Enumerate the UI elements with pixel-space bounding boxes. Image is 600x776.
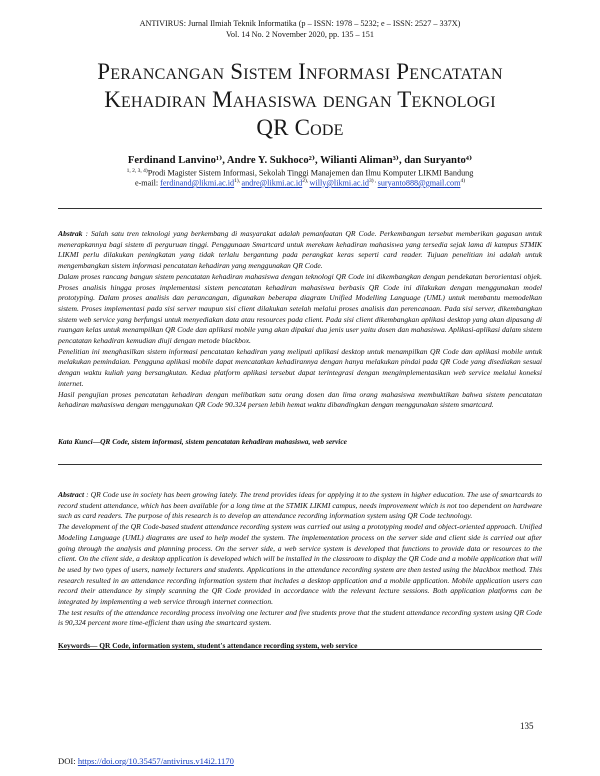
- abstract-en-paragraph-2: The development of the QR Code-based student attendance recording system was carried out using a prototyping model and object-oriented approach. Unified Modeling Language (UML) diagrams are used to help model the system. The implementation process on the server side and client side is carried out after going through the analysis and planning process. On the server side, a web service system is developed that functions to provide data or resources to the client. On the client side, a desktop application is developed which will be installed in the classroom to display the QR Code and a mobile application that will be used by two types of users, namely lecturers and students. Applications in the attendance recording system are then tested using the blackbox method. This research resulted in an attendance recording information system that includes a desktop application and a mobile application. Mobile application users can record their attendance by simply scanning the QR Code provided in accordance with the relevant lecture sessions. Both application platforms can be integrated by implementing a web service through internet connection.: [58, 522, 542, 607]
- page-number: 135: [520, 721, 534, 731]
- doi-label: DOI:: [58, 756, 78, 766]
- email-sup-4: 4): [460, 178, 466, 184]
- abstract-id-paragraph-4: Hasil pengujian proses pencatatan kehadiran dengan melibatkan satu orang dosen dan lima orang mahasiswa membuktikan bahwa sistem pencatatan kehadiran mahasiswa dengan menggunakan QR Code 90.324 persen lebih hemat waktu dibandingkan dengan menggunakan sistem smartcard.: [58, 389, 542, 410]
- email-sup-1: 1),: [234, 178, 242, 184]
- title-line-3: QR Code: [256, 115, 344, 140]
- abstract-id-text-1: : Salah satu tren teknologi yang berkembang di masyarakat adalah pemanfaatan QR Code. Perkembangan tersebut memberikan gagasan untuk menerapkannya bagi sistem di perguruan tinggi. Penggunaan Smartcard untuk merekam kehadiran mahasiswa yang tersedia sejak lama di kampus STMIK LIKMI perlu dilakukan peningkatan yang tidak terlalu bergantung pada perangkat keras seperti card reader. Tujuan penelitian ini adalah untuk mengembangkan sistem informasi pencatatan kehadiran yang menggunakan QR Code.: [58, 229, 542, 271]
- email-link-3[interactable]: willy@likmi.ac.id: [309, 178, 369, 188]
- abstract-id-label: Abstrak: [58, 229, 83, 238]
- doi-line: [58, 756, 234, 766]
- journal-volume-line: Vol. 14 No. 2 November 2020, pp. 135 – 151: [226, 30, 374, 39]
- email-sup-2: 2),: [302, 178, 310, 184]
- keywords-english: Keywords— QR Code, information system, student's attendance recording system, web service: [58, 641, 358, 650]
- email-link-2[interactable]: andre@likmi.ac.id: [241, 178, 303, 188]
- abstract-en-label: Abstract: [58, 490, 85, 499]
- affiliation: [0, 168, 600, 178]
- email-link-1[interactable]: ferdinand@likmi.ac.id: [160, 178, 235, 188]
- abstract-id-paragraph-3: Penelitian ini menghasilkan sistem informasi pencatatan kehadiran yang meliputi aplikasi desktop untuk menampilkan QR Code dan aplikasi mobile untuk melakukan pemindaian. Pengguna aplikasi mobile dapat mencatatkan kehadirannya dengan hanya melakukan pindai pada QR Code yang disediakan sesuai dengan waktu kuliah yang bersangkutan. Kedua platform aplikasi tersebut dapat terintegrasi dengan mengimplementasikan web service melalui koneksi internet.: [58, 346, 542, 388]
- title-line-2: Kehadiran Mahasiswa dengan Teknologi: [104, 87, 496, 112]
- abstract-indonesian: [58, 229, 542, 411]
- email-list: [0, 178, 600, 188]
- abstract-english: [58, 490, 542, 629]
- email-sup-3: 3) ,: [368, 178, 378, 184]
- abstract-en-paragraph-1: [58, 490, 542, 522]
- paper-title: [40, 58, 560, 142]
- keywords-indonesian: Kata Kunci—QR Code, sistem informasi, sistem pencatatan kehadiran mahasiswa, web service: [58, 437, 347, 446]
- divider-top: [58, 208, 542, 209]
- affiliation-sup: 1, 2, 3, 4): [126, 168, 148, 174]
- divider-middle: [58, 464, 542, 465]
- abstract-id-paragraph-1: [58, 229, 542, 272]
- author-list: Ferdinand Lanvino¹⁾, Andre Y. Sukhoco²⁾, Wilianti Aliman³⁾, dan Suryanto⁴⁾: [127, 155, 473, 166]
- title-line-1: Perancangan Sistem Informasi Pencatatan: [97, 59, 503, 84]
- doi-link[interactable]: https://doi.org/10.35457/antivirus.v14i2.1170: [77, 756, 234, 766]
- abstract-en-paragraph-3: The test results of the attendance recording process involving one lecturer and five students prove that the student attendance recording system using QR Code is 90,324 percent more time-efficient than using the smartcard system.: [58, 607, 542, 628]
- email-link-4[interactable]: suryanto888@gmail.com: [377, 178, 461, 188]
- affiliation-text: Prodi Magister Sistem Informasi, Sekolah Tinggi Manajemen dan Ilmu Komputer LIKMI Bandung: [147, 168, 474, 178]
- email-label: e-mail:: [134, 178, 161, 188]
- abstract-id-paragraph-2: Dalam proses rancang bangun sistem pencatatan kehadiran mahasiswa dengan teknologi QR Code ini dikembangkan dengan pendekatan berorientasi objek. Proses analisis hingga proses implementasi sistem pencatatan kehadiran mahasiswa berbasis QR Code ini dilakukan dengan menggunakan model prototyping. Dalam proses analisis dan perancangan, digunakan beberapa diagram Unified Modelling Language (UML) untuk membantu memodelkan sistem. Proses implementasi pada sisi server maupun sisi client dilakukan setelah melalui proses analisis dan perencanaan. Pada sisi server, dikembangkan sistem web service yang berfungsi untuk menyediakan data atau resources pada client. Pada sisi client dikembangkan aplikasi desktop yang akan dipasang di ruangan kelas untuk menampilkan QR Code dan aplikasi mobile yang akan dipakai dua jenis user yaitu dosen dan mahasiswa. Aplikasi-aplikasi dalam sistem pencatatan kehadiran kemudian diuji dengan metode blackbox.: [58, 271, 542, 346]
- abstract-en-text-1: : QR Code use in society has been growing lately. The trend provides ideas for applying it to the system in higher education. The use of smartcards to record student attendance, which has been available for a long time at the STMIK LIKMI campus, needs improvement which is not too dependent on hardware such as card readers. The purpose of this research is to develop an attendance recording information system using QR Code technology.: [58, 490, 542, 521]
- divider-bottom: [58, 649, 542, 650]
- journal-header-line: ANTIVIRUS: Jurnal Ilmiah Teknik Informatika (p – ISSN: 1978 – 5232; e – ISSN: 2527 – 337X): [139, 19, 461, 28]
